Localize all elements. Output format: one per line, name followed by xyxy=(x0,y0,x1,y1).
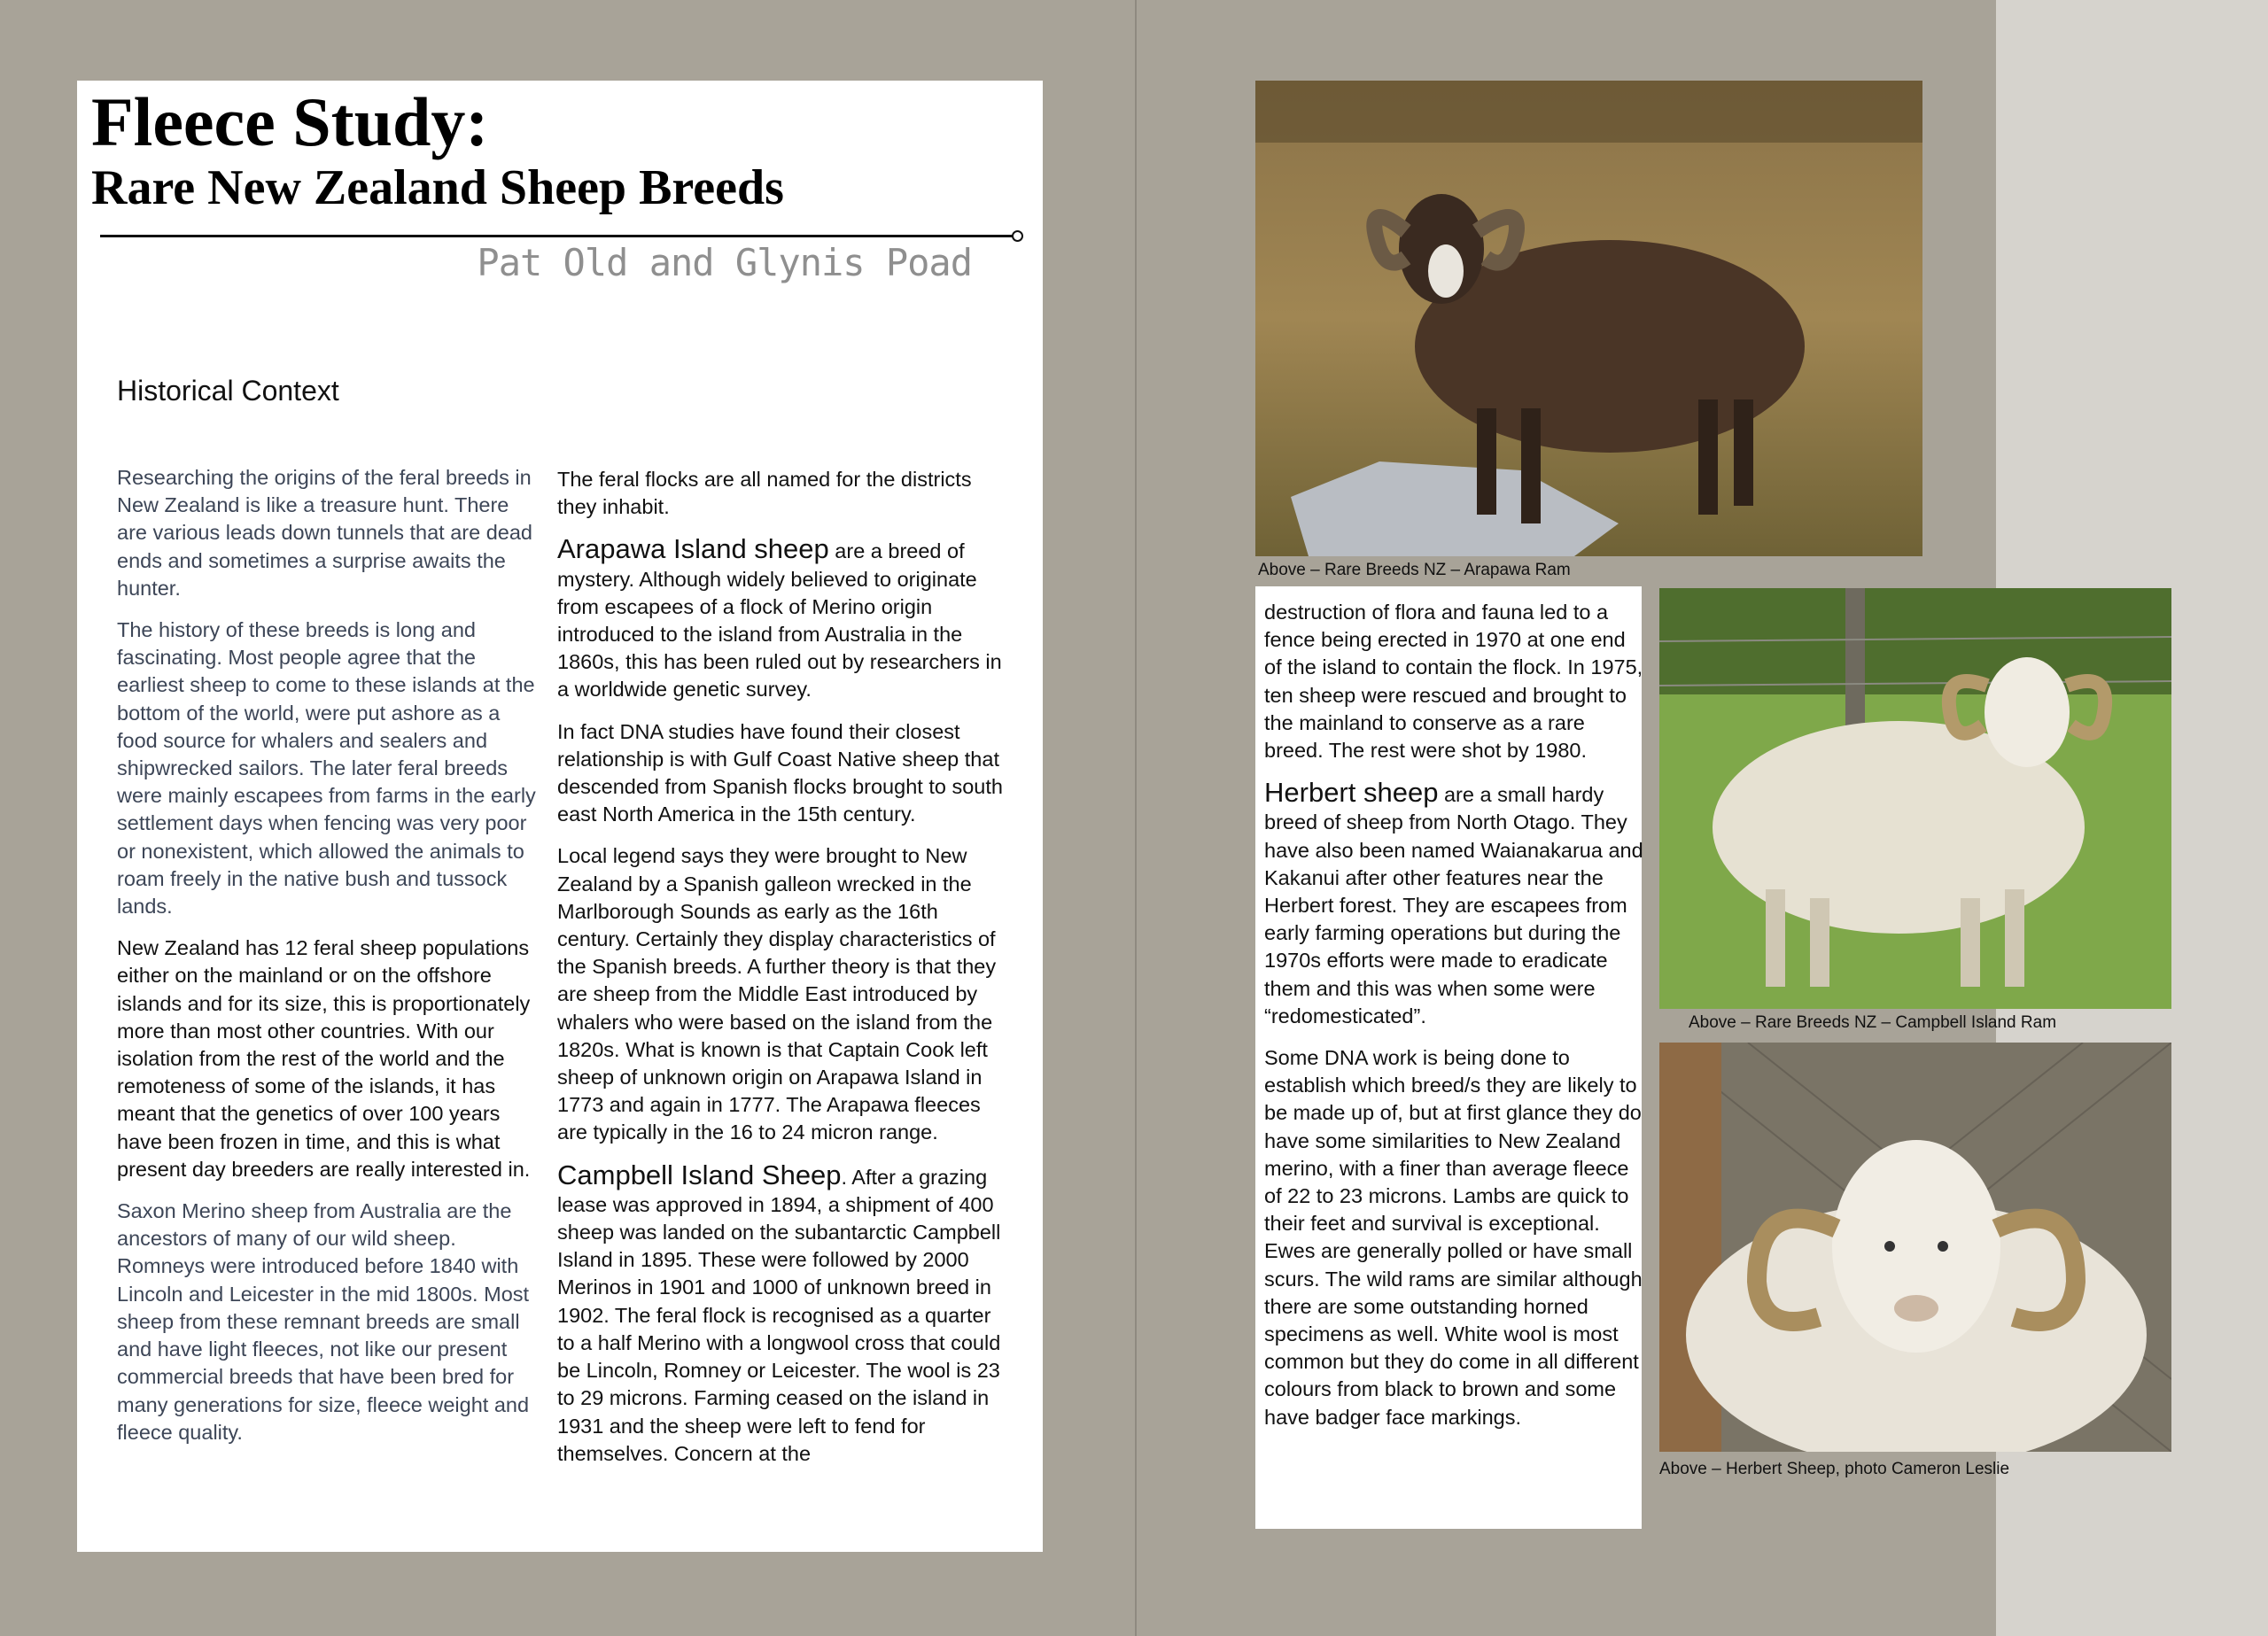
paragraph: Some DNA work is being done to establish which breed/s they are likely to be made up of, but at first glance they do have some similarities to New Zealand merino, with a finer than average fleece of 22 to 23 microns. Lambs are quick to their feet and survival is exceptional. Ewes are generally polled or have small scurs. The wild rams are similar although there are some outstanding horned specimens as well. White wool is most common but they do come in all different colours from black to brown and some have badger face markings. xyxy=(1264,1046,1643,1429)
paragraph: The history of these breeds is long and fascinating. Most people agree that the earliest sheep to come to these islands at the bottom of the world, were put ashore as a food source for whalers and sealers and shipwrecked sailors. The later feral breeds were mainly escapees from farms in the early settlement days when fencing was very poor or nonexistent, which allowed the animals to roam freely in the native bush and tussock lands. xyxy=(117,618,536,919)
article-title: Fleece Study: xyxy=(91,83,489,160)
photo-herbert-sheep xyxy=(1659,1043,2171,1452)
left-article-panel xyxy=(77,81,1043,1552)
paragraph: Saxon Merino sheep from Australia are the ancestors of many of our wild sheep. Romneys were introduced before 1840 with Lincoln and Leicester in the mid 1800s. Most sheep from these remnant breeds are small and have light fleeces, not like our present commercial breeds that have been bred for many generations for size, fleece weight and fleece quality. xyxy=(117,1199,530,1444)
paragraph-text: . After a grazing lease was approved in 1894, a shipment of 400 sheep was landed on the subantarctic Campbell Island in 1895. These were followed by 2000 Merinos in 1901 and 1000 of unknown breed in 1902. The feral flock is recognised as a quarter to a half Merino with a longwool cross that could be Lincoln, Romney or Leicester. The wool is 23 to 29 microns. Farming ceased on the island in 1931 and the sheep were left to fend for themselves. Concern at the xyxy=(557,1165,1001,1465)
title-rule xyxy=(100,235,1013,237)
paragraph-text: are a small hardy breed of sheep from North Otago. They have also been named Waianakarua and Kakanui after other features near the Herbert forest. They are escapees from early farming operations but during the 1970s efforts were made to eradicate them and this was when some were “redomesticated”. xyxy=(1264,783,1643,1027)
page-spine xyxy=(1135,0,1137,1636)
photo-arapawa-ram xyxy=(1255,81,1922,556)
text-column-1 xyxy=(117,464,538,1461)
article-subtitle: Rare New Zealand Sheep Breeds xyxy=(91,160,784,215)
caption-arapawa: Above – Rare Breeds NZ – Arapawa Ram xyxy=(1258,561,1571,579)
breed-heading-campbell: Campbell Island Sheep xyxy=(557,1159,842,1190)
paragraph-text: are a breed of mystery. Although widely believed to originate from escapees of a flock of Merino origin introduced to the island from Australia in the 1860s, this has been ruled out by researchers in a worldwide genetic survey. xyxy=(557,539,1002,702)
caption-herbert: Above – Herbert Sheep, photo Cameron Leslie xyxy=(1659,1460,2010,1478)
paragraph: New Zealand has 12 feral sheep populations either on the mainland or on the offshore islands and for its size, this is proportionately more than most other countries. With our isolation from the rest of the world and the remoteness of some of the islands, it has meant that the genetics of over 100 years have been frozen in time, and this is what present day breeders are really interested in. xyxy=(117,936,531,1181)
article-authors: Pat Old and Glynis Poad xyxy=(477,241,972,284)
paragraph-arapawa xyxy=(557,535,1005,703)
paragraph: In fact DNA studies have found their closest relationship is with Gulf Coast Native sheep that descended from Spanish flocks brought to south east North America in the 15th century. xyxy=(557,719,1003,826)
breed-heading-arapawa: Arapawa Island sheep xyxy=(557,533,829,565)
caption-campbell: Above – Rare Breeds NZ – Campbell Island Ram xyxy=(1689,1013,2057,1032)
paragraph: Local legend says they were brought to New Zealand by a Spanish galleon wrecked in the Marlborough Sounds as early as the 16th century. Certainly they display characteristics of the Spanish breeds. A further theory is that they are sheep from the Middle East introduced by whalers who were based on the island from the 1820s. What is known is that Captain Cook left sheep of unknown origin on Arapawa Island in 1773 and again in 1777. The Arapawa fleeces are typically in the 16 to 24 micron range. xyxy=(557,844,997,1144)
paragraph: destruction of flora and fauna led to a fence being erected in 1970 at one end of the island to contain the flock. In 1975, ten sheep were rescued and brought to the mainland to conserve as a rare breed. The rest were shot by 1980. xyxy=(1264,601,1643,763)
text-column-3 xyxy=(1264,599,1643,1446)
paragraph: The feral flocks are all named for the districts they inhabit. xyxy=(557,468,972,519)
breed-heading-herbert: Herbert sheep xyxy=(1264,777,1439,809)
section-heading: Historical Context xyxy=(117,375,339,407)
text-column-2 xyxy=(557,466,1005,1482)
paragraph-campbell xyxy=(557,1161,1005,1468)
paragraph-herbert xyxy=(1264,779,1643,1030)
photo-campbell-island-ram xyxy=(1659,588,2171,1009)
right-article-panel xyxy=(1255,586,1642,1529)
title-rule-end-dot xyxy=(1012,230,1023,242)
paragraph: Researching the origins of the feral breeds in New Zealand is like a treasure hunt. There are various leads down tunnels that are dead ends and sometimes a surprise awaits the hunter. xyxy=(117,466,533,600)
